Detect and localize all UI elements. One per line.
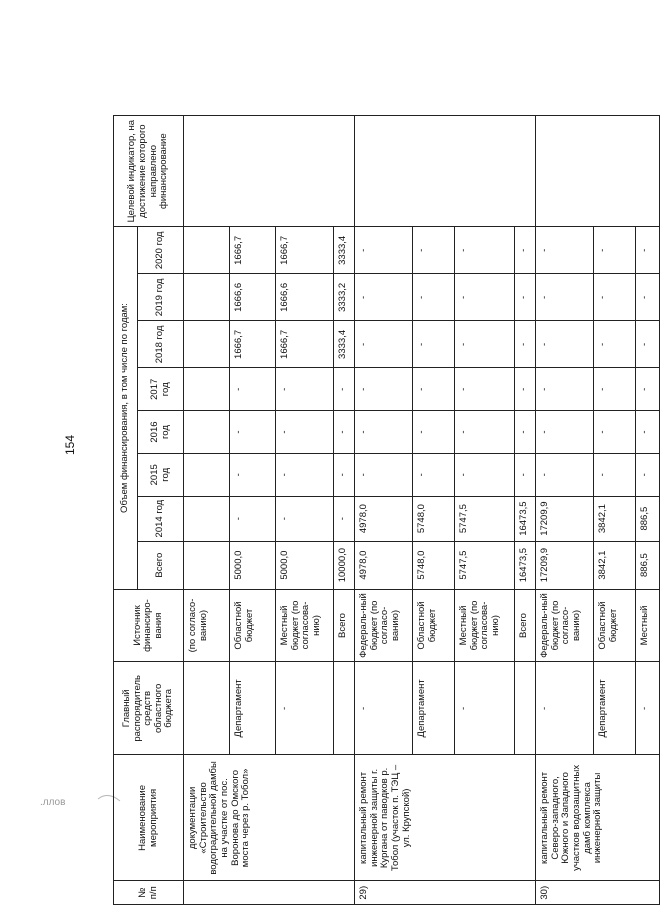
distributor-cell: - xyxy=(355,662,413,755)
year-value-cell: 1666,7 xyxy=(230,227,276,274)
year-value-cell: - xyxy=(594,453,636,496)
total-cell: 886,5 xyxy=(636,541,660,589)
year-value-cell: - xyxy=(355,453,413,496)
total-cell: 4978,0 xyxy=(355,541,413,589)
indicator-cell xyxy=(184,116,355,227)
distributor-cell: Департамент xyxy=(594,662,636,755)
year-value-cell: - xyxy=(594,321,636,368)
year-value-cell: - xyxy=(594,368,636,411)
year-value-cell xyxy=(184,368,230,411)
year-value-cell: - xyxy=(636,274,660,321)
year-value-cell: - xyxy=(515,321,536,368)
year-value-cell: - xyxy=(413,274,455,321)
source-cell: Областной бюджет xyxy=(594,589,636,662)
year-value-cell: 16473,5 xyxy=(515,496,536,541)
year-value-cell xyxy=(184,227,230,274)
year-value-cell: - xyxy=(455,411,515,454)
year-value-cell xyxy=(184,411,230,454)
year-value-cell: - xyxy=(230,411,276,454)
year-value-cell: 1666,6 xyxy=(230,274,276,321)
scan-stamp-text: .ллов xyxy=(40,797,66,808)
year-value-cell: 1666,6 xyxy=(276,274,334,321)
year-value-cell xyxy=(184,274,230,321)
row-number xyxy=(184,881,355,905)
year-value-cell: - xyxy=(455,453,515,496)
year-value-cell: - xyxy=(515,227,536,274)
distributor-cell: - xyxy=(636,662,660,755)
row-number: 30) xyxy=(536,881,660,905)
year-value-cell: - xyxy=(536,321,594,368)
year-value-cell: - xyxy=(355,227,413,274)
header-year: 2015 год xyxy=(138,453,184,496)
source-cell: Областной бюджет xyxy=(413,589,455,662)
year-value-cell: 3333,4 xyxy=(334,227,355,274)
distributor-cell xyxy=(334,662,355,755)
rotated-table-wrapper xyxy=(113,115,650,905)
year-value-cell: - xyxy=(334,411,355,454)
year-value-cell xyxy=(184,321,230,368)
header-num: № п/п xyxy=(114,881,184,905)
year-value-cell: 5747,5 xyxy=(455,496,515,541)
total-cell: 5000,0 xyxy=(230,541,276,589)
source-cell: Федераль-ный бюджет (по согласо-ванию) xyxy=(536,589,594,662)
total-cell: 3842,1 xyxy=(594,541,636,589)
year-value-cell xyxy=(184,496,230,541)
header-source: Источник финансиро-вания xyxy=(114,589,184,662)
year-value-cell: - xyxy=(455,227,515,274)
year-value-cell: - xyxy=(515,453,536,496)
header-year: 2019 год xyxy=(138,274,184,321)
year-value-cell: - xyxy=(355,321,413,368)
year-value-cell: - xyxy=(594,227,636,274)
total-cell: 16473,5 xyxy=(515,541,536,589)
year-value-cell: - xyxy=(276,496,334,541)
year-value-cell: - xyxy=(636,368,660,411)
total-cell: 5747,5 xyxy=(455,541,515,589)
year-value-cell: 4978,0 xyxy=(355,496,413,541)
header-year: 2016 год xyxy=(138,411,184,454)
header-year: 2020 год xyxy=(138,227,184,274)
table-row xyxy=(355,116,413,905)
distributor-cell: - xyxy=(276,662,334,755)
source-cell: Областной бюджет xyxy=(230,589,276,662)
page-number: 154 xyxy=(63,434,77,456)
source-cell: Всего xyxy=(334,589,355,662)
year-value-cell: - xyxy=(536,453,594,496)
row-number: 29) xyxy=(355,881,536,905)
year-value-cell: - xyxy=(636,321,660,368)
header-year: 2018 год xyxy=(138,321,184,368)
year-value-cell: - xyxy=(276,411,334,454)
year-value-cell: - xyxy=(413,321,455,368)
year-value-cell: - xyxy=(413,411,455,454)
distributor-cell: Департамент xyxy=(230,662,276,755)
distributor-cell xyxy=(515,662,536,755)
header-indicator: Целевой индикатор, на достижение которого направлено финансирование xyxy=(114,116,184,227)
year-value-cell: - xyxy=(636,227,660,274)
year-value-cell: - xyxy=(334,453,355,496)
total-cell: 5000,0 xyxy=(276,541,334,589)
year-value-cell: - xyxy=(230,453,276,496)
header-distributor: Главный распорядитель средств областного бюджета xyxy=(114,662,184,755)
total-cell: 10000,0 xyxy=(334,541,355,589)
year-value-cell: - xyxy=(515,368,536,411)
year-value-cell: - xyxy=(636,411,660,454)
table-row xyxy=(536,116,594,905)
year-value-cell: - xyxy=(536,411,594,454)
year-value-cell: - xyxy=(515,274,536,321)
table-row xyxy=(184,116,230,905)
year-value-cell: - xyxy=(230,368,276,411)
year-value-cell xyxy=(184,453,230,496)
measure-name: капитальный ремонт инженерной защиты г. Кургана от паводков р. Тобол (участок п. ТЭЦ – ул. Крупской) xyxy=(355,755,536,881)
year-value-cell: - xyxy=(334,496,355,541)
year-value-cell: - xyxy=(536,227,594,274)
header-year: 2014 год xyxy=(138,496,184,541)
year-value-cell: - xyxy=(355,368,413,411)
year-value-cell: - xyxy=(594,411,636,454)
distributor-cell: Департамент xyxy=(413,662,455,755)
source-cell: (по согласо-ванию) xyxy=(184,589,230,662)
year-value-cell: - xyxy=(334,368,355,411)
source-cell: Местный xyxy=(636,589,660,662)
year-value-cell: - xyxy=(594,274,636,321)
source-cell: Местный бюджет (по согласова-нию) xyxy=(455,589,515,662)
year-value-cell: - xyxy=(230,496,276,541)
distributor-cell: - xyxy=(536,662,594,755)
year-value-cell: - xyxy=(515,411,536,454)
source-cell: Всего xyxy=(515,589,536,662)
year-value-cell: - xyxy=(455,368,515,411)
year-value-cell: - xyxy=(355,274,413,321)
measure-name: документации «Строительство водоградительной дамбы на участке от пос. Воронова до Омского моста через р. Тобол» xyxy=(184,755,355,881)
measure-name: капитальный ремонт Северо-западного, Южного и Западного участков водозащитных дамб комплекса инженерной защиты xyxy=(536,755,660,881)
indicator-cell xyxy=(355,116,536,227)
distributor-cell xyxy=(184,662,230,755)
year-value-cell: 17209,9 xyxy=(536,496,594,541)
financing-table xyxy=(113,115,660,905)
year-value-cell: 3333,2 xyxy=(334,274,355,321)
distributor-cell: - xyxy=(455,662,515,755)
header-total: Всего xyxy=(138,541,184,589)
year-value-cell: 1666,7 xyxy=(276,227,334,274)
indicator-cell xyxy=(536,116,660,227)
source-cell: Федераль-ный бюджет (по согласо-ванию) xyxy=(355,589,413,662)
year-value-cell: - xyxy=(536,368,594,411)
total-cell: 5748,0 xyxy=(413,541,455,589)
year-value-cell: 3842,1 xyxy=(594,496,636,541)
header-volume-group: Объем финансирования, в том числе по годам: xyxy=(114,227,138,589)
year-value-cell: - xyxy=(636,453,660,496)
source-cell: Местный бюджет (по согласова-нию) xyxy=(276,589,334,662)
year-value-cell: 886,5 xyxy=(636,496,660,541)
year-value-cell: - xyxy=(413,368,455,411)
year-value-cell: - xyxy=(276,453,334,496)
total-cell: 17209,9 xyxy=(536,541,594,589)
year-value-cell: - xyxy=(355,411,413,454)
year-value-cell: - xyxy=(413,453,455,496)
year-value-cell: 1666,7 xyxy=(276,321,334,368)
year-value-cell: 5748,0 xyxy=(413,496,455,541)
header-year: 2017 год xyxy=(138,368,184,411)
year-value-cell: - xyxy=(536,274,594,321)
year-value-cell: 3333,4 xyxy=(334,321,355,368)
year-value-cell: - xyxy=(455,274,515,321)
total-cell xyxy=(184,541,230,589)
year-value-cell: - xyxy=(455,321,515,368)
year-value-cell: 1666,7 xyxy=(230,321,276,368)
year-value-cell: - xyxy=(413,227,455,274)
header-name: Наименование мероприятия xyxy=(114,755,184,881)
year-value-cell: - xyxy=(276,368,334,411)
